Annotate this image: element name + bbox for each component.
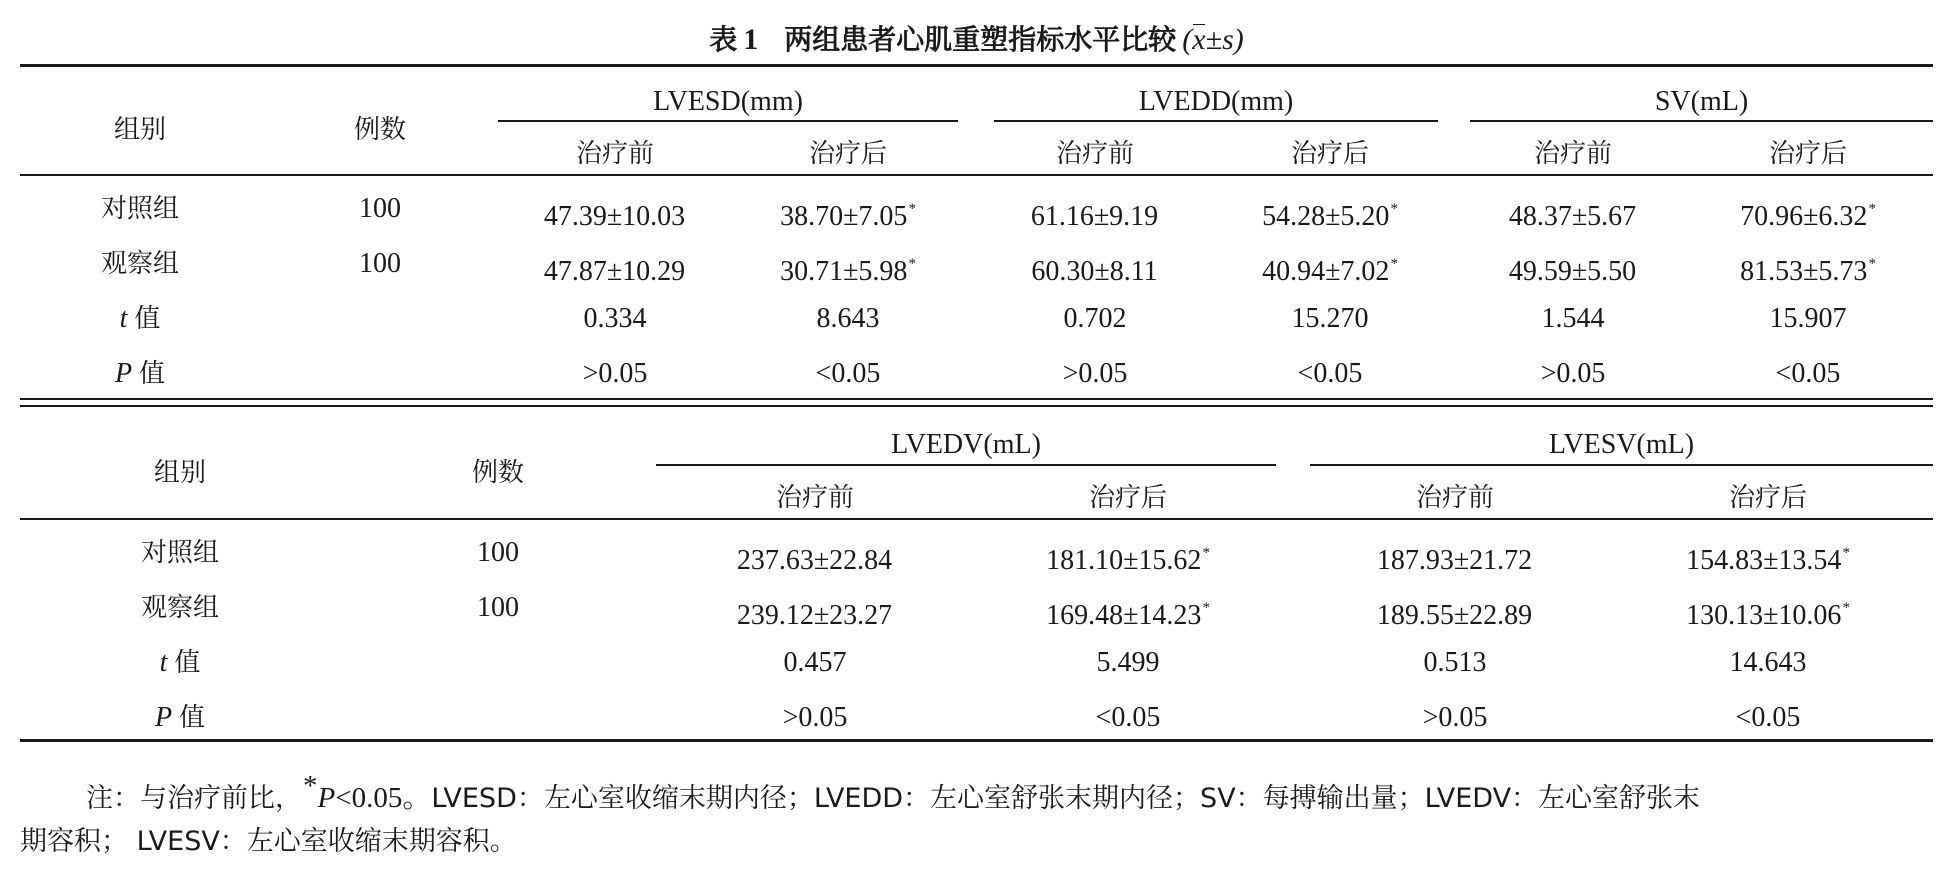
table2-p-value: <0.05 [1735,702,1801,733]
table1-sub-header: 治疗前 [1055,139,1134,169]
table2-sub-header: 治疗前 [1415,483,1494,513]
value-text: 169.48±14.23 [1046,600,1202,631]
table1-t-label [60,301,220,337]
table1-value-cell [510,246,720,290]
table2-row-count: 100 [477,592,519,623]
table2-p-value: <0.05 [1095,702,1161,733]
table1-value-cell [990,191,1200,235]
table1-value-cell [1468,246,1678,290]
table2-sub-header: 治疗后 [1728,483,1807,513]
table1-row-count: 100 [359,193,401,224]
table1-sub-header: 治疗后 [1290,139,1369,169]
stat-open-paren: ( [1182,23,1193,56]
value-text: 187.93±21.72 [1376,545,1533,576]
table2-t-value: 14.643 [1729,647,1807,678]
table2-bottom-rule [20,739,1933,742]
table1-row-label: 观察组 [100,249,179,279]
significance-mark: * [1390,256,1398,272]
table2-t-value: 0.513 [1423,647,1487,678]
table1-value-cell [990,246,1200,290]
table1-lvedd-span-rule [994,120,1438,122]
table1-value-cell [743,246,953,290]
table1-sub-header: 治疗后 [1768,139,1847,169]
value-text: 61.16±9.19 [1030,201,1159,232]
table1-sub-header: 治疗前 [575,139,654,169]
value-text: 239.12±23.27 [736,600,893,631]
table1-metric-lvesd: LVESD(mm) [653,86,803,117]
table2-metric-lvedv: LVEDV(mL) [891,429,1041,460]
stat-sd-symbol: s [1222,23,1234,56]
table2-value-cell [1003,535,1253,579]
table2-value-cell [1643,590,1893,634]
significance-mark: * [1390,201,1398,217]
table2-sub-header: 治疗前 [775,483,854,513]
table1-metric-lvedd: LVEDD(mm) [1138,86,1294,117]
table1-p-value: <0.05 [815,358,881,389]
table1-t-value: 15.907 [1769,303,1847,334]
value-text: 47.87±10.29 [543,256,686,287]
table-footnote-line2: 期容积； LVESV：左心室收缩末期容积。 [20,826,517,857]
value-text: 47.39±10.03 [543,201,686,232]
value-text: 49.59±5.50 [1508,256,1637,287]
table2-header-rule [20,518,1933,520]
value-text: 40.94±7.02 [1262,256,1390,287]
footnote-p-symbol: P [317,782,336,814]
table1-p-value: >0.05 [1540,358,1606,389]
table1-row-label: 对照组 [100,194,179,224]
stat-plus-minus: ± [1205,23,1223,56]
table2-metric-lvesv: LVESV(mL) [1548,429,1695,460]
table2-row-label: 观察组 [140,593,219,623]
table2-t-label [100,645,260,681]
table1-metric-sv: SV(mL) [1654,86,1749,117]
significance-mark: * [1868,201,1876,217]
table2-value-cell [1330,535,1580,579]
value-text: 154.83±13.54 [1686,545,1842,576]
table1-header-rule [20,174,1933,176]
value-text: 181.10±15.62 [1046,545,1202,576]
table1-value-cell [1703,246,1913,290]
table2-lvedv-span-rule [656,464,1276,466]
table2-row-label: 对照组 [140,538,219,568]
table-separator-rule [20,405,1933,407]
t-symbol: t [119,303,128,334]
table1-top-rule [20,64,1933,67]
significance-mark: * [1202,600,1210,616]
table1-value-cell [743,191,953,235]
value-text: 237.63±22.84 [736,545,893,576]
table1-count-header: 例数 [353,115,406,145]
p-suffix: 值 [179,703,206,733]
table1-p-value: >0.05 [582,358,648,389]
table2-t-value: 0.457 [783,647,847,678]
table2-count-header: 例数 [471,458,524,488]
table2-row-count: 100 [477,537,519,568]
table1-t-value: 0.334 [583,303,647,334]
stat-mean-symbol: x [1192,14,1205,66]
table-title-text: 两组患者心肌重塑指标水平比较 [784,23,1177,56]
table1-p-value: <0.05 [1297,358,1363,389]
table-caption-label: 表 [709,23,738,56]
table1-row-count: 100 [359,248,401,279]
significance-mark: * [1842,545,1850,561]
p-suffix: 值 [139,359,166,389]
table1-value-cell [1225,246,1435,290]
table1-bottom-rule [20,398,1933,400]
t-suffix: 值 [134,304,161,334]
table1-value-cell [510,191,720,235]
table1-t-value: 0.702 [1063,303,1127,334]
table2-p-value: >0.05 [782,702,848,733]
value-text: 60.30±8.11 [1031,256,1158,287]
table2-value-cell [1003,590,1253,634]
table2-value-cell [1330,590,1580,634]
value-text: 130.13±10.06 [1686,600,1842,631]
value-text: 48.37±5.67 [1508,201,1637,232]
table1-value-cell [1703,191,1913,235]
table1-sv-span-rule [1470,120,1933,122]
table-number: 1 [743,23,759,56]
footnote-prefix: 注：与治疗前比， [86,783,302,814]
table2-t-value: 5.499 [1096,647,1160,678]
table1-sub-header: 治疗前 [1533,139,1612,169]
value-text: 189.55±22.89 [1376,600,1533,631]
table2-value-cell [690,590,940,634]
significance-mark: * [1842,600,1850,616]
table1-t-value: 1.544 [1541,303,1605,334]
p-symbol: P [154,702,173,733]
table2-group-header: 组别 [153,458,206,488]
table1-value-cell [1468,191,1678,235]
table2-value-cell [690,535,940,579]
table1-t-value: 15.270 [1291,303,1369,334]
value-text: 70.96±6.32 [1740,201,1868,232]
value-text: 81.53±5.73 [1740,256,1868,287]
significance-mark: * [908,256,916,272]
table-title [0,14,1953,66]
significance-mark: * [1202,545,1210,561]
table1-t-value: 8.643 [816,303,880,334]
table2-lvesv-span-rule [1310,464,1933,466]
p-symbol: P [114,358,133,389]
table2-sub-header: 治疗后 [1088,483,1167,513]
table2-p-label [100,700,260,736]
table1-lvesd-span-rule [498,120,958,122]
t-symbol: t [159,647,168,678]
value-text: 38.70±7.05 [780,201,908,232]
table1-sub-header: 治疗后 [808,139,887,169]
table2-value-cell [1643,535,1893,579]
significance-mark: * [1868,256,1876,272]
table1-value-cell [1225,191,1435,235]
table2-p-value: >0.05 [1422,702,1488,733]
t-suffix: 值 [174,648,201,678]
table1-p-value: <0.05 [1775,358,1841,389]
value-text: 54.28±5.20 [1262,201,1390,232]
significance-mark: * [908,201,916,217]
table-statistic-notation [1182,23,1243,56]
footnote-p-value: <0.05。 [335,782,432,814]
stat-close-paren: ) [1233,23,1244,56]
footnote-mark: * [303,770,318,802]
footnote-abbreviations: LVESD：左心室收缩末期内径；LVEDD：左心室舒张末期内径；SV：每搏输出量；LVEDV：左心室舒张末 [431,783,1701,814]
table1-p-value: >0.05 [1062,358,1128,389]
table1-group-header: 组别 [113,115,166,145]
table1-p-label [60,356,220,392]
value-text: 30.71±5.98 [780,256,908,287]
